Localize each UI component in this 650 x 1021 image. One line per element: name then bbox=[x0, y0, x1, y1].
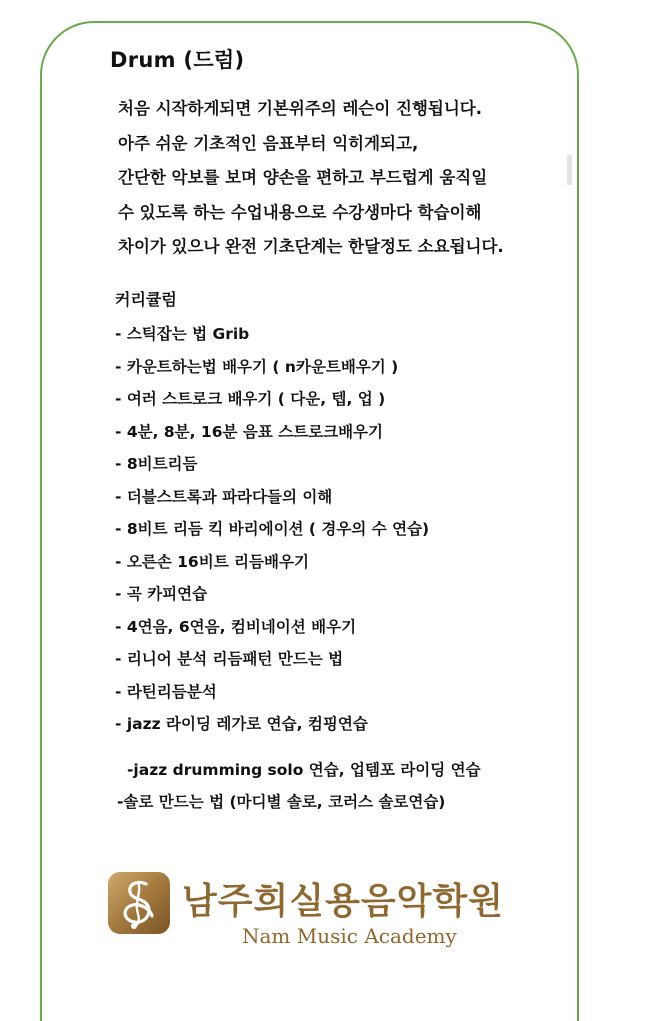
scrollbar-mark bbox=[567, 155, 572, 185]
intro-line: 처음 시작하게되면 기본위주의 레슨이 진행됩니다. bbox=[118, 99, 482, 118]
curriculum-item: - 4연음, 6연음, 컴비네이션 배우기 bbox=[115, 617, 357, 636]
intro-line: 아주 쉬운 기초적인 음표부터 익히게되고, bbox=[118, 133, 419, 153]
curriculum-item: - 8비트리듬 bbox=[115, 455, 198, 473]
intro-line: 수 있도록 하는 수업내용으로 수강생마다 학습이해 bbox=[118, 202, 482, 222]
curriculum-extra-item: -jazz drumming solo 연습, 업템포 라이딩 연습 bbox=[127, 761, 481, 779]
curriculum-item: - 곡 카피연습 bbox=[115, 585, 208, 603]
academy-name-korean: 남주희실용음악학원 bbox=[182, 881, 504, 922]
intro-paragraph bbox=[118, 92, 573, 265]
curriculum-extra-item: -솔로 만드는 법 (마디별 솔로, 코러스 솔로연습) bbox=[117, 793, 446, 811]
page-title: Drum (드럼) bbox=[110, 48, 245, 72]
curriculum-item: - 리니어 분석 리듬패턴 만드는 법 bbox=[115, 650, 344, 668]
treble-clef-ampersand-icon bbox=[108, 872, 170, 934]
curriculum-item: - 8비트 리듬 킥 바리에이션 ( 경우의 수 연습) bbox=[115, 520, 430, 538]
curriculum-item: - 카운트하는법 배우기 ( n카운트배우기 ) bbox=[115, 357, 399, 376]
intro-line: 간단한 악보를 보며 양손을 편하고 부드럽게 움직일 bbox=[118, 168, 488, 187]
curriculum-item: - 오른손 16비트 리듬배우기 bbox=[115, 552, 309, 571]
academy-name-english: Nam Music Academy bbox=[242, 924, 457, 948]
curriculum-item: - jazz 라이딩 레가로 연습, 컴핑연습 bbox=[115, 715, 368, 733]
curriculum-item: - 라틴리듬분석 bbox=[115, 682, 217, 701]
curriculum-list bbox=[115, 318, 429, 741]
curriculum-item: - 여러 스트로크 배우기 ( 다운, 텝, 업 ) bbox=[115, 390, 386, 408]
curriculum-item: - 스틱잡는 법 Grib bbox=[115, 325, 250, 343]
curriculum-item: - 4분, 8분, 16분 음표 스트로크배우기 bbox=[115, 422, 384, 441]
curriculum-heading: 커리큘럼 bbox=[115, 290, 177, 309]
academy-logo-icon bbox=[108, 872, 170, 934]
intro-line: 차이가 있으나 완전 기초단계는 한달정도 소요됩니다. bbox=[118, 237, 504, 256]
curriculum-item: - 더블스트록과 파라다들의 이해 bbox=[115, 487, 333, 506]
